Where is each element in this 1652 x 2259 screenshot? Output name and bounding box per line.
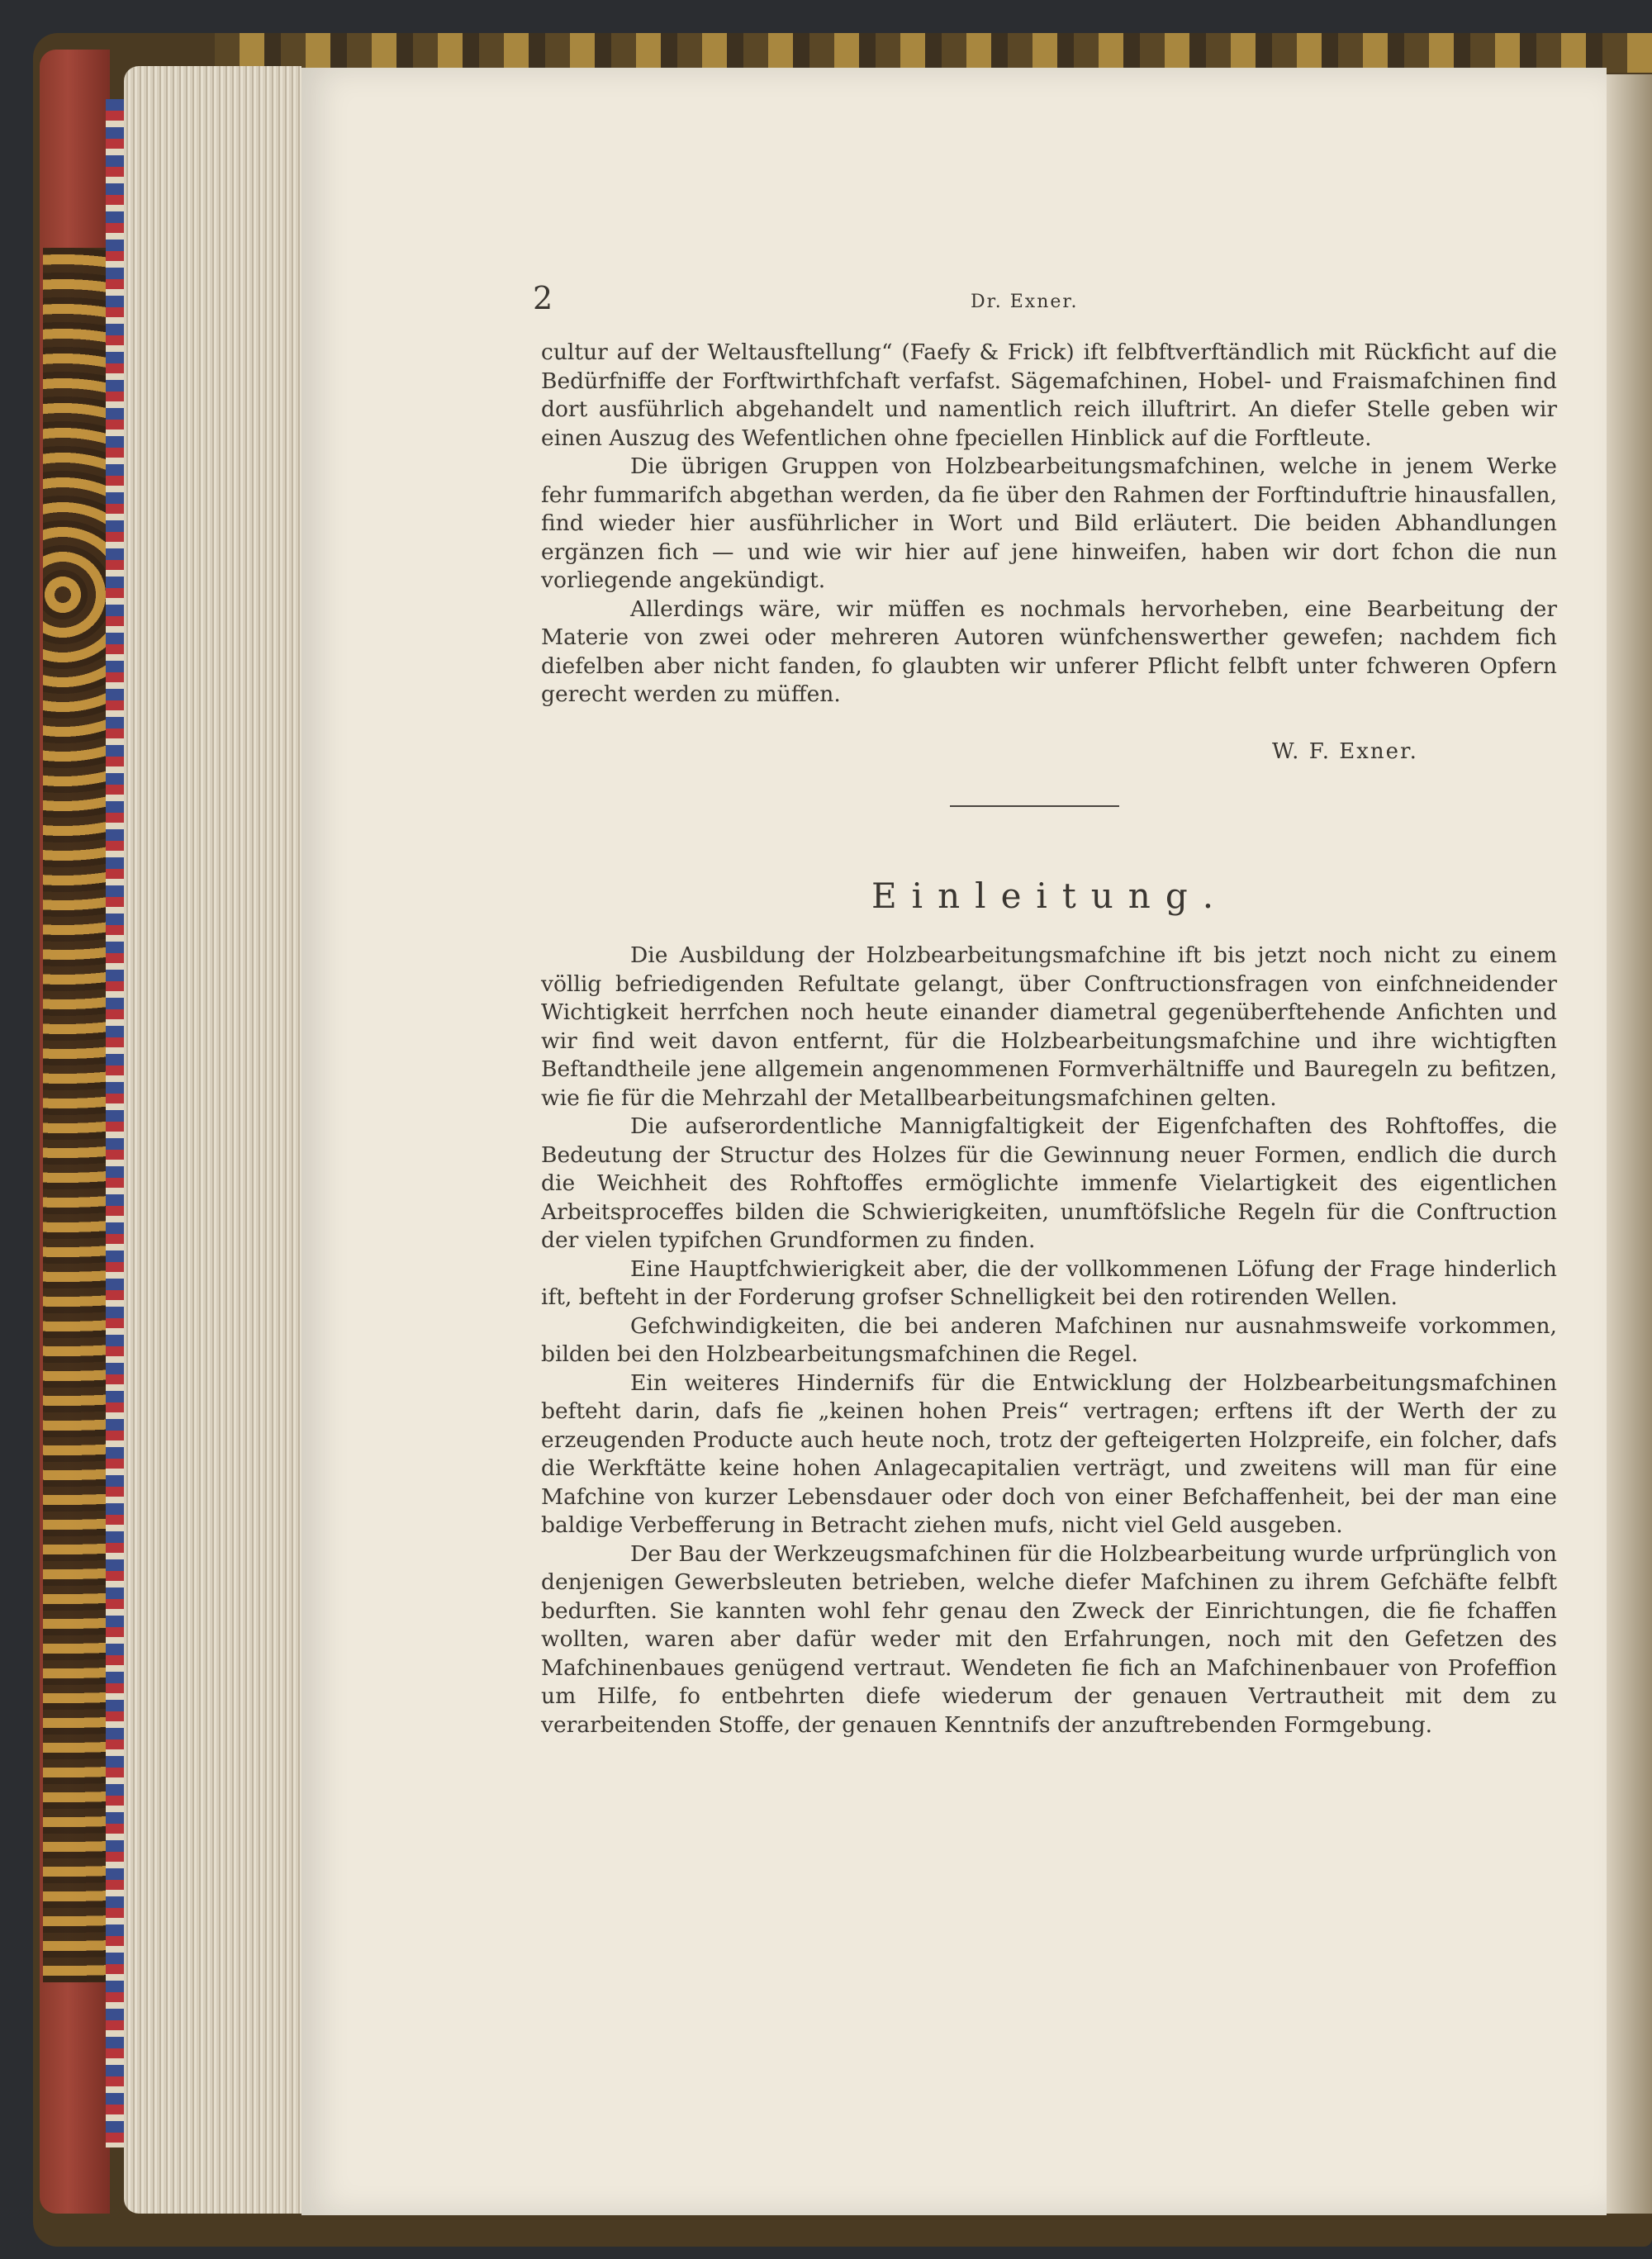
marbled-cover-top [215, 33, 1652, 73]
running-title: Dr. Exner. [971, 292, 1079, 312]
paragraph: Ein weiteres Hindernifs für die Entwicklung der Holzbearbeitungsmafchinen befteht darin, dafs fie „keinen hohen Preis“ vertragen; erftens ift der Werth der zu erzeugenden Producte auch heute noch, trotz der gefteigerten Holzpreife, ein folcher, dafs die Werkftätte keine hohen Anlagecapitalien verträgt, und zweitens will man für eine Mafchine von kurzer Lebensdauer oder doch von einer Befchaffenheit, bei der man eine baldige Verbefferung in Betracht ziehen mufs, nicht viel Geld ausgeben. [541, 1369, 1557, 1538]
right-page-edge [1607, 74, 1652, 2214]
paragraph: Allerdings wäre, wir müffen es nochmals hervorheben, eine Bearbeitung der Materie von zwei oder mehreren Autoren wünfchenswerther gewefen; nachdem fich diefelben aber nicht fanden, fo glaubten wir unferer Pflicht felbft unter fchweren Opfern gerecht werden zu müffen. [541, 596, 1557, 707]
paragraph: Die Ausbildung der Holzbearbeitungsmafchine ift bis jetzt noch nicht zu einem völlig befriedigenden Refultate gelangt, über Conftructionsfragen von einfchneidender Wichtigkeit herrfchen noch heute einander diametral gegenüberftehende Anfichten und wir find weit davon entfernt, für die Holzbearbeitungsmafchine und ihre wichtigften Beftandtheile jene allgemein angenommenen Formverhältniffe und Bauregeln zu befitzen, wie fie für die Mehrzahl der Metallbearbeitungsmafchinen gelten. [541, 942, 1557, 1111]
paragraph: Der Bau der Werkzeugsmafchinen für die Holzbearbeitung wurde urfprünglich von denjenigen Gewerbsleuten betrieben, welche diefer Mafchinen zu ihrem Gefchäfte felbft bedurften. Sie kannten wohl fehr genau den Zweck der Einrichtungen, die fie fchaffen wollten, waren aber dafür weder mit den Erfahrungen, noch mit den Gefetzen des Mafchinenbaues genügend vertraut. Wendeten fie fich an Mafchinenbauer von Profeffion um Hilfe, fo entbehrten diefe wiederum der genauen Vertrautheit mit dem zu verarbeitenden Stoffe, der genauen Kenntnifs der anzuftrebenden Formgebung. [541, 1540, 1557, 1738]
stacked-page-edges [124, 66, 301, 2214]
introduction-text [541, 942, 1557, 1739]
paragraph: cultur auf der Weltausftellung“ (Faefy & Frick) ift felbftverftändlich mit Rückficht auf die Bedürfniffe der Forftwirthfchaft verfafst. Sägemafchinen, Hobel- und Fraismafchinen find dort ausführlich abgehandelt und namentlich reich illuftrirt. An diefer Stelle geben wir einen Auszug des Wefentlichen ohne fpeciellen Hinblick auf die Forftleute. [541, 339, 1557, 451]
paragraph: Die übrigen Gruppen von Holzbearbeitungsmafchinen, welche in jenem Werke fehr fummarifch abgethan werden, da fie über den Rahmen der Forftinduftrie hinausfallen, find wieder hier ausführlicher in Wort und Bild erläutert. Die beiden Abhandlungen ergänzen fich — und wie wir hier auf jene hinweifen, haben wir dort fchon die nun vorliegende angekündigt. [541, 453, 1557, 593]
paragraph: Gefchwindigkeiten, die bei anderen Mafchinen nur ausnahmsweife vorkommen, bilden bei den Holzbearbeitungsmafchinen die Regel. [541, 1312, 1557, 1367]
author-signature: W. F. Exner. [1272, 739, 1418, 764]
paragraph: Die aufserordentliche Mannigfaltigkeit der Eigenfchaften des Rohftoffes, die Bedeutung der Structur des Holzes für die Gewinnung neuer Formen, endlich die durch die Weichheit des Rohftoffes ermöglichte immenfe Vielartigkeit des eigentlichen Arbeitsproceffes bilden die Schwierigkeiten, unumftöfsliche Regeln für die Conftruction der vielen typifchen Grundformen zu finden. [541, 1113, 1557, 1253]
paragraph: Eine Hauptfchwierigkeit aber, die der vollkommenen Löfung der Frage hinderlich ift, befteht in der Forderung grofser Schnelligkeit bei den rotirenden Wellen. [541, 1255, 1557, 1310]
section-divider [950, 805, 1119, 807]
marbled-spine-pattern [43, 248, 109, 1982]
preface-text [541, 339, 1557, 709]
section-heading: Einleitung. [871, 876, 1229, 916]
page-number: 2 [533, 280, 553, 316]
